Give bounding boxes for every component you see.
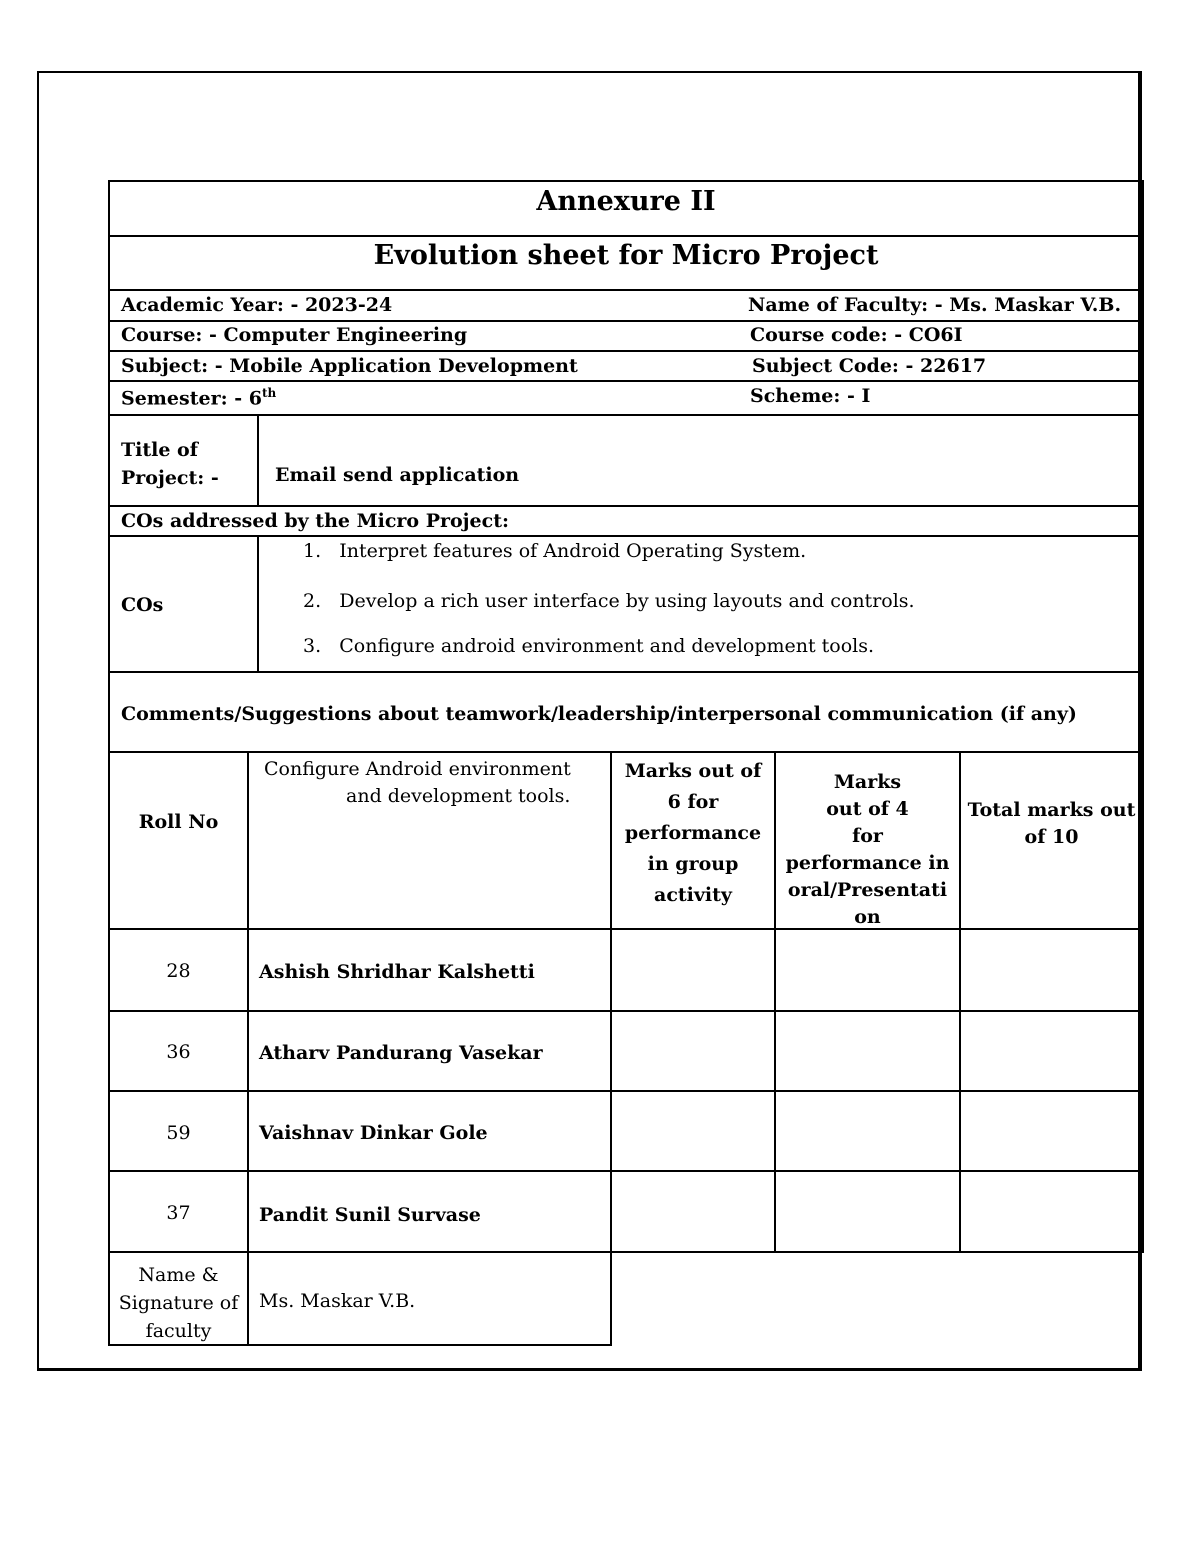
rule	[108, 671, 1144, 673]
course: Course: - Computer Engineering	[121, 324, 468, 346]
rule	[108, 1170, 1144, 1172]
rule	[108, 235, 1144, 237]
project-title-label-line: Title of	[121, 439, 198, 461]
header-line: for	[852, 825, 883, 847]
rule	[108, 414, 1144, 416]
student-name: Vaishnav Dinkar Gole	[259, 1122, 488, 1144]
rule	[257, 535, 259, 673]
scheme: Scheme: - I	[750, 385, 871, 407]
header-line: Total marks out	[967, 799, 1136, 821]
header-line: on	[854, 906, 881, 928]
co-text: Develop a rich user interface by using layouts and controls.	[339, 590, 915, 612]
col2-header-line: Configure Android environment	[264, 758, 571, 780]
co-text: Configure android environment and development tools.	[339, 635, 875, 657]
course-code: Course code: - CO6I	[750, 324, 963, 346]
co-number: 3.	[303, 635, 322, 657]
project-title-label-line: Project: -	[121, 467, 219, 489]
rule	[257, 414, 259, 507]
student-name: Atharv Pandurang Vasekar	[259, 1042, 543, 1064]
header-line: performance in	[785, 852, 950, 874]
header-line: performance	[624, 822, 762, 844]
cos-heading: COs addressed by the Micro Project:	[121, 510, 509, 532]
col2-header	[264, 756, 571, 810]
header-line: Marks out of	[624, 760, 762, 782]
header-line: Marks	[833, 771, 902, 793]
subject: Subject: - Mobile Application Development	[121, 355, 578, 377]
rule	[108, 180, 110, 1346]
signature-label-line: Signature of	[118, 1292, 239, 1314]
rule	[108, 180, 1144, 182]
roll-number: 37	[166, 1202, 191, 1224]
roll-number: 59	[166, 1122, 191, 1144]
rule	[108, 350, 1144, 352]
co-text: Interpret features of Android Operating System.	[339, 540, 807, 562]
rule	[108, 289, 1144, 291]
project-title-value: Email send application	[275, 464, 520, 486]
roll-no-header: Roll No	[138, 811, 219, 833]
faculty-name: Name of Faculty: - Ms. Maskar V.B.	[748, 294, 1122, 316]
rule	[108, 505, 1144, 507]
rule	[108, 751, 1144, 753]
semester-suffix: th	[261, 386, 277, 400]
rule	[108, 928, 1144, 930]
rule	[108, 320, 1144, 322]
header-line: oral/Presentati	[787, 879, 948, 901]
academic-year: Academic Year: - 2023-24	[121, 294, 393, 316]
rule	[108, 1010, 1144, 1012]
comments-heading: Comments/Suggestions about teamwork/leadership/interpersonal communication (if any)	[121, 703, 1077, 725]
signature-label-line: Name &	[138, 1264, 219, 1286]
co-item-2	[303, 590, 915, 612]
co-number: 1.	[303, 540, 322, 562]
header-line: 6 for	[667, 791, 719, 813]
signature-label	[110, 1261, 247, 1345]
rule	[108, 380, 1144, 382]
faculty-signature-name: Ms. Maskar V.B.	[259, 1290, 416, 1312]
annexure-title: Annexure II	[536, 186, 716, 217]
roll-number: 28	[166, 960, 191, 982]
co-item-1	[303, 540, 806, 562]
rule	[1142, 180, 1144, 1253]
header-line: activity	[654, 884, 732, 906]
project-title-label	[121, 436, 219, 492]
total-marks-header	[961, 797, 1142, 851]
header-line: in group	[647, 853, 739, 875]
rule	[108, 535, 1144, 537]
co-item-3	[303, 635, 874, 657]
rule	[108, 1090, 1144, 1092]
header-line: of 10	[1024, 826, 1079, 848]
roll-number: 36	[166, 1041, 191, 1063]
group-marks-header	[612, 756, 774, 911]
cos-label: COs	[121, 594, 164, 616]
student-name: Ashish Shridhar Kalshetti	[259, 961, 535, 983]
subject-code: Subject Code: - 22617	[752, 355, 987, 377]
col2-header-line: and development tools.	[346, 785, 571, 807]
co-number: 2.	[303, 590, 322, 612]
semester	[121, 386, 276, 409]
signature-label-line: faculty	[145, 1320, 212, 1342]
semester-value: Semester: - 6	[121, 387, 262, 410]
rule	[108, 1251, 1144, 1253]
rule	[247, 751, 249, 1346]
student-name: Pandit Sunil Survase	[259, 1204, 481, 1226]
oral-marks-header	[776, 769, 959, 931]
sheet-title: Evolution sheet for Micro Project	[373, 240, 879, 271]
header-line: out of 4	[826, 798, 909, 820]
